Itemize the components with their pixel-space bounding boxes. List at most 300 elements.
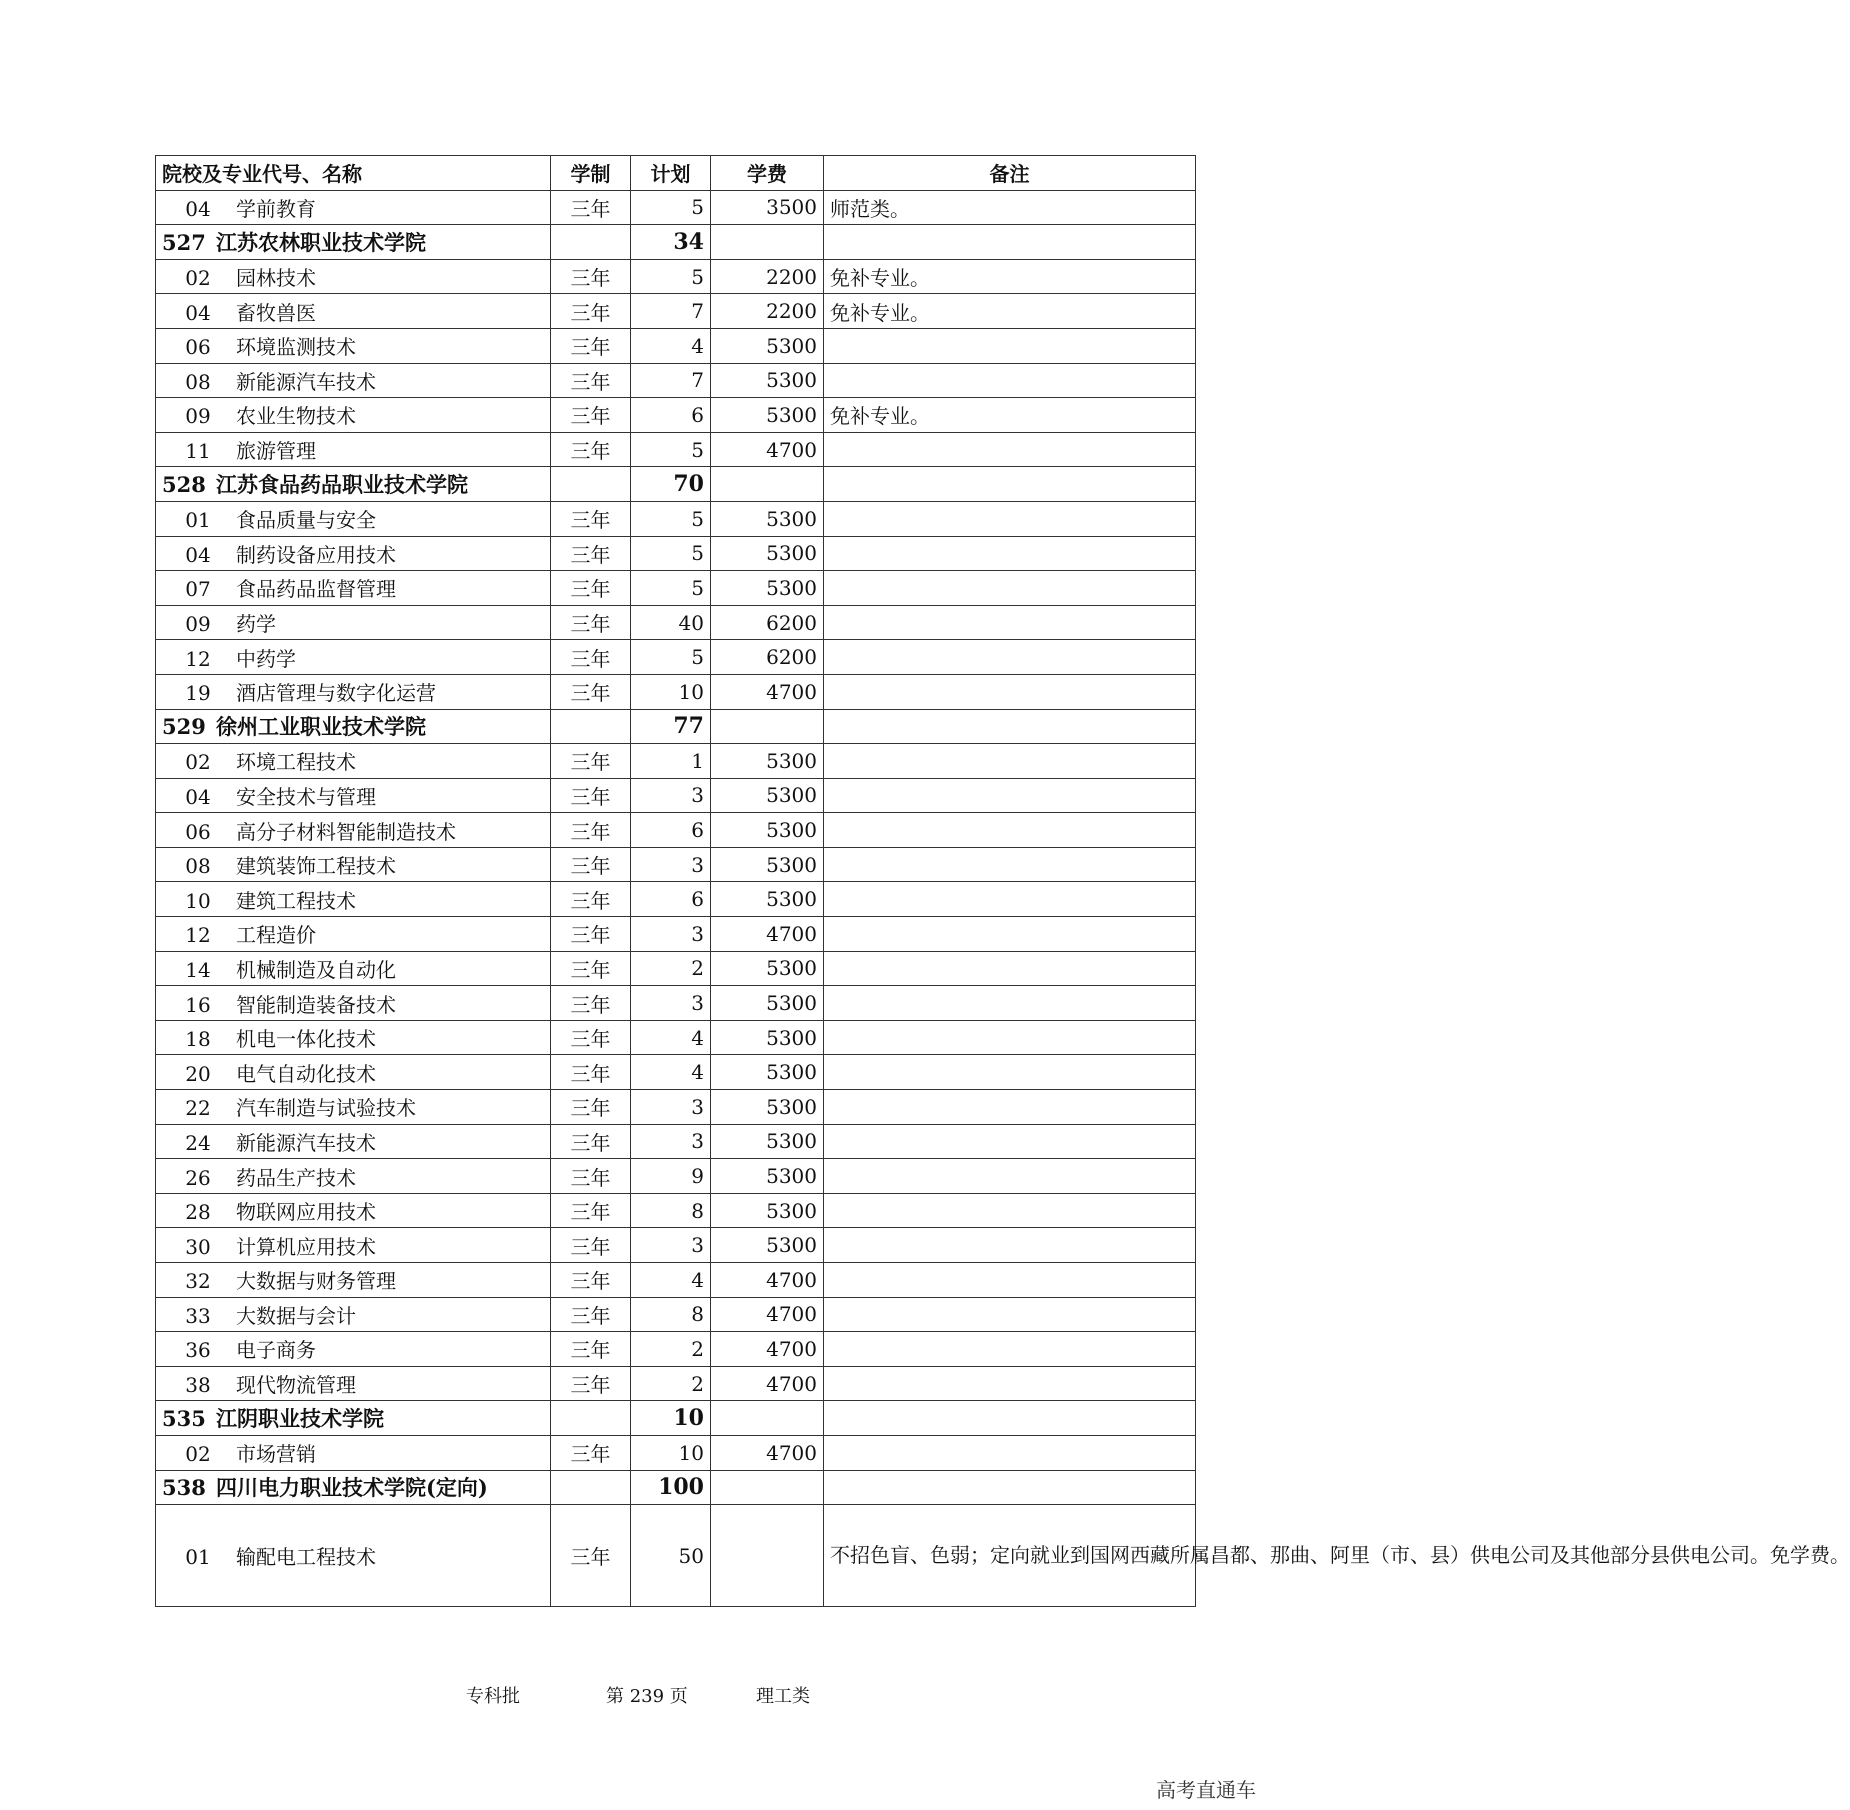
major-plan: 50 [631, 1505, 711, 1607]
major-fee: 5300 [711, 1090, 824, 1125]
major-name: 电子商务 [236, 1338, 316, 1363]
school-note-cell [824, 225, 1196, 260]
major-note [824, 1020, 1196, 1055]
major-note [824, 1366, 1196, 1401]
major-duration: 三年 [551, 1263, 631, 1298]
major-cell [156, 1505, 551, 1607]
table-header-row [156, 156, 1196, 191]
major-plan: 3 [631, 847, 711, 882]
major-fee: 4700 [711, 1263, 824, 1298]
major-cell [156, 398, 551, 433]
major-cell [156, 640, 551, 675]
major-note [824, 363, 1196, 398]
major-name: 园林技术 [236, 266, 316, 291]
major-row [156, 1435, 1196, 1470]
major-row [156, 1090, 1196, 1125]
major-plan: 2 [631, 1366, 711, 1401]
school-note-cell [824, 709, 1196, 744]
school-fee-cell [711, 467, 824, 502]
school-plan-total: 10 [631, 1401, 711, 1436]
major-code: 04 [185, 542, 211, 567]
major-code: 16 [185, 992, 211, 1017]
major-duration: 三年 [551, 917, 631, 952]
major-fee: 3500 [711, 190, 824, 225]
major-cell [156, 1366, 551, 1401]
major-row [156, 1505, 1196, 1607]
school-code: 538 [162, 1475, 206, 1501]
major-row [156, 571, 1196, 606]
major-note [824, 986, 1196, 1021]
major-plan: 3 [631, 1228, 711, 1263]
major-note [824, 1297, 1196, 1332]
major-row [156, 813, 1196, 848]
school-duration-cell [551, 1470, 631, 1505]
major-plan: 10 [631, 674, 711, 709]
school-duration-cell [551, 709, 631, 744]
major-row [156, 882, 1196, 917]
school-name: 江阴职业技术学院 [216, 1406, 384, 1432]
major-plan: 9 [631, 1159, 711, 1194]
major-cell [156, 190, 551, 225]
major-code: 06 [185, 819, 211, 844]
major-code: 24 [185, 1130, 211, 1155]
major-name: 现代物流管理 [236, 1373, 356, 1398]
major-row [156, 1193, 1196, 1228]
major-row [156, 432, 1196, 467]
major-plan: 5 [631, 536, 711, 571]
major-code: 22 [185, 1096, 211, 1121]
school-fee-cell [711, 1401, 824, 1436]
major-duration: 三年 [551, 1332, 631, 1367]
major-note [824, 1124, 1196, 1159]
major-name: 制药设备应用技术 [236, 542, 396, 567]
major-code: 07 [185, 577, 211, 602]
major-code: 04 [185, 196, 211, 221]
major-note [824, 1435, 1196, 1470]
major-fee: 2200 [711, 259, 824, 294]
major-name: 建筑工程技术 [236, 888, 356, 913]
major-name: 建筑装饰工程技术 [236, 854, 396, 879]
major-name: 安全技术与管理 [236, 784, 376, 809]
major-fee: 4700 [711, 917, 824, 952]
major-row [156, 605, 1196, 640]
major-code: 32 [185, 1269, 211, 1294]
major-name: 酒店管理与数字化运营 [236, 681, 436, 706]
school-cell [156, 225, 551, 260]
major-fee: 6200 [711, 640, 824, 675]
major-row [156, 674, 1196, 709]
major-note [824, 1332, 1196, 1367]
major-code: 18 [185, 1027, 211, 1052]
major-fee: 5300 [711, 778, 824, 813]
footer-batch: 专科批 [466, 1686, 520, 1707]
major-note [824, 328, 1196, 363]
major-name: 药品生产技术 [236, 1165, 356, 1190]
major-cell [156, 882, 551, 917]
major-note [824, 432, 1196, 467]
major-cell [156, 813, 551, 848]
major-cell [156, 571, 551, 606]
major-note [824, 1090, 1196, 1125]
major-plan: 3 [631, 1124, 711, 1159]
major-row [156, 1159, 1196, 1194]
major-duration: 三年 [551, 674, 631, 709]
major-code: 09 [185, 612, 211, 637]
major-name: 药学 [236, 612, 276, 637]
major-plan: 5 [631, 571, 711, 606]
major-plan: 8 [631, 1193, 711, 1228]
major-duration: 三年 [551, 813, 631, 848]
major-cell [156, 328, 551, 363]
major-duration: 三年 [551, 640, 631, 675]
major-fee: 5300 [711, 813, 824, 848]
major-note: 师范类。 [824, 190, 1196, 225]
major-name: 机电一体化技术 [236, 1027, 376, 1052]
school-note-cell [824, 1470, 1196, 1505]
major-duration: 三年 [551, 1159, 631, 1194]
major-plan: 3 [631, 917, 711, 952]
major-note [824, 536, 1196, 571]
major-name: 大数据与财务管理 [236, 1269, 396, 1294]
major-code: 02 [185, 1442, 211, 1467]
major-plan: 3 [631, 1090, 711, 1125]
major-note [824, 571, 1196, 606]
major-cell [156, 847, 551, 882]
major-name: 环境工程技术 [236, 750, 356, 775]
major-code: 28 [185, 1200, 211, 1225]
major-code: 20 [185, 1061, 211, 1086]
major-duration: 三年 [551, 328, 631, 363]
major-fee: 5300 [711, 1193, 824, 1228]
footer-page-number: 第 239 页 [606, 1686, 688, 1707]
major-duration: 三年 [551, 259, 631, 294]
major-name: 环境监测技术 [236, 335, 356, 360]
school-row [156, 467, 1196, 502]
major-duration: 三年 [551, 951, 631, 986]
major-duration: 三年 [551, 1193, 631, 1228]
school-cell [156, 467, 551, 502]
major-duration: 三年 [551, 1297, 631, 1332]
major-name: 旅游管理 [236, 439, 316, 464]
major-duration: 三年 [551, 847, 631, 882]
major-name: 电气自动化技术 [236, 1061, 376, 1086]
major-code: 38 [185, 1373, 211, 1398]
header-note: 备注 [824, 156, 1196, 191]
major-code: 12 [185, 646, 211, 671]
major-note: 免补专业。 [824, 398, 1196, 433]
major-note [824, 1193, 1196, 1228]
header-plan: 计划 [631, 156, 711, 191]
major-cell [156, 744, 551, 779]
major-code: 06 [185, 335, 211, 360]
major-code: 08 [185, 854, 211, 879]
major-cell [156, 951, 551, 986]
major-fee: 5300 [711, 1124, 824, 1159]
major-fee: 4700 [711, 432, 824, 467]
major-note [824, 640, 1196, 675]
major-row [156, 1124, 1196, 1159]
major-code: 14 [185, 957, 211, 982]
major-name: 智能制造装备技术 [236, 992, 396, 1017]
major-cell [156, 432, 551, 467]
major-fee: 5300 [711, 328, 824, 363]
major-cell [156, 917, 551, 952]
major-duration: 三年 [551, 1020, 631, 1055]
major-plan: 5 [631, 432, 711, 467]
major-plan: 40 [631, 605, 711, 640]
major-duration: 三年 [551, 1090, 631, 1125]
major-duration: 三年 [551, 744, 631, 779]
major-row [156, 1263, 1196, 1298]
school-fee-cell [711, 1470, 824, 1505]
school-row [156, 1470, 1196, 1505]
major-code: 11 [185, 439, 211, 464]
major-plan: 6 [631, 398, 711, 433]
major-fee: 5300 [711, 536, 824, 571]
major-code: 19 [185, 681, 211, 706]
major-note [824, 1159, 1196, 1194]
major-plan: 6 [631, 882, 711, 917]
major-duration: 三年 [551, 501, 631, 536]
school-row [156, 225, 1196, 260]
major-cell [156, 1193, 551, 1228]
major-cell [156, 536, 551, 571]
school-name: 徐州工业职业技术学院 [216, 714, 426, 740]
major-note [824, 744, 1196, 779]
major-plan: 7 [631, 363, 711, 398]
school-plan-total: 100 [631, 1470, 711, 1505]
major-code: 08 [185, 369, 211, 394]
header-name: 院校及专业代号、名称 [156, 156, 551, 191]
major-fee: 4700 [711, 1366, 824, 1401]
major-duration: 三年 [551, 1366, 631, 1401]
major-fee: 4700 [711, 1435, 824, 1470]
major-code: 10 [185, 888, 211, 913]
major-plan: 6 [631, 813, 711, 848]
major-row [156, 294, 1196, 329]
major-code: 01 [185, 508, 211, 533]
major-row [156, 1297, 1196, 1332]
major-duration: 三年 [551, 1435, 631, 1470]
major-fee: 6200 [711, 605, 824, 640]
header-fee: 学费 [711, 156, 824, 191]
major-duration: 三年 [551, 1055, 631, 1090]
major-name: 农业生物技术 [236, 404, 356, 429]
major-name: 机械制造及自动化 [236, 957, 396, 982]
major-note [824, 1263, 1196, 1298]
major-plan: 4 [631, 1020, 711, 1055]
major-code: 02 [185, 750, 211, 775]
school-plan-total: 34 [631, 225, 711, 260]
major-cell [156, 1228, 551, 1263]
major-cell [156, 294, 551, 329]
major-duration: 三年 [551, 363, 631, 398]
school-duration-cell [551, 467, 631, 502]
major-plan: 5 [631, 190, 711, 225]
major-plan: 3 [631, 986, 711, 1021]
major-note: 免补专业。 [824, 259, 1196, 294]
major-plan: 3 [631, 778, 711, 813]
major-code: 12 [185, 923, 211, 948]
school-note-cell [824, 1401, 1196, 1436]
school-code: 527 [162, 229, 206, 255]
major-row [156, 328, 1196, 363]
major-cell [156, 1090, 551, 1125]
major-plan: 5 [631, 640, 711, 675]
major-plan: 4 [631, 1263, 711, 1298]
major-fee: 4700 [711, 674, 824, 709]
major-name: 大数据与会计 [236, 1303, 356, 1328]
major-note: 不招色盲、色弱；定向就业到国网西藏所属昌都、那曲、阿里（市、县）供电公司及其他部分县供电公司。免学费。 [824, 1505, 1196, 1607]
major-code: 02 [185, 266, 211, 291]
major-row [156, 1332, 1196, 1367]
school-row [156, 1401, 1196, 1436]
major-row [156, 398, 1196, 433]
major-duration: 三年 [551, 986, 631, 1021]
major-note [824, 1228, 1196, 1263]
major-note [824, 778, 1196, 813]
major-plan: 2 [631, 951, 711, 986]
major-duration: 三年 [551, 882, 631, 917]
major-row [156, 951, 1196, 986]
major-fee: 4700 [711, 1297, 824, 1332]
school-code: 529 [162, 714, 206, 740]
major-fee [711, 1505, 824, 1607]
major-cell [156, 1263, 551, 1298]
major-row [156, 501, 1196, 536]
school-name: 江苏食品药品职业技术学院 [216, 472, 468, 498]
major-name: 学前教育 [236, 196, 316, 221]
major-plan: 10 [631, 1435, 711, 1470]
school-cell [156, 1401, 551, 1436]
major-fee: 5300 [711, 501, 824, 536]
major-row [156, 190, 1196, 225]
major-name: 市场营销 [236, 1442, 316, 1467]
major-plan: 8 [631, 1297, 711, 1332]
major-row [156, 1228, 1196, 1263]
school-code: 535 [162, 1406, 206, 1432]
major-row [156, 744, 1196, 779]
major-fee: 5300 [711, 1055, 824, 1090]
major-cell [156, 986, 551, 1021]
major-duration: 三年 [551, 536, 631, 571]
major-cell [156, 1332, 551, 1367]
major-code: 01 [185, 1545, 211, 1570]
major-fee: 5300 [711, 1228, 824, 1263]
major-note [824, 882, 1196, 917]
major-note: 免补专业。 [824, 294, 1196, 329]
major-plan: 1 [631, 744, 711, 779]
major-note [824, 847, 1196, 882]
major-name: 输配电工程技术 [236, 1545, 376, 1570]
major-code: 33 [185, 1303, 211, 1328]
major-name: 食品药品监督管理 [236, 577, 396, 602]
major-plan: 4 [631, 328, 711, 363]
major-cell [156, 1297, 551, 1332]
major-cell [156, 1435, 551, 1470]
school-name: 江苏农林职业技术学院 [216, 229, 426, 255]
major-cell [156, 674, 551, 709]
major-code: 36 [185, 1338, 211, 1363]
major-name: 中药学 [236, 646, 296, 671]
major-name: 高分子材料智能制造技术 [236, 819, 456, 844]
major-duration: 三年 [551, 398, 631, 433]
major-row [156, 1366, 1196, 1401]
header-duration: 学制 [551, 156, 631, 191]
school-plan-total: 70 [631, 467, 711, 502]
major-plan: 5 [631, 501, 711, 536]
major-plan: 7 [631, 294, 711, 329]
major-fee: 5300 [711, 363, 824, 398]
major-row [156, 363, 1196, 398]
school-note-cell [824, 467, 1196, 502]
major-fee: 5300 [711, 882, 824, 917]
school-cell [156, 1470, 551, 1505]
major-name: 汽车制造与试验技术 [236, 1096, 416, 1121]
major-name: 新能源汽车技术 [236, 1130, 376, 1155]
major-note [824, 813, 1196, 848]
major-plan: 5 [631, 259, 711, 294]
major-duration: 三年 [551, 1124, 631, 1159]
major-row [156, 640, 1196, 675]
major-note [824, 501, 1196, 536]
major-row [156, 1020, 1196, 1055]
major-cell [156, 363, 551, 398]
major-fee: 5300 [711, 1159, 824, 1194]
school-name: 四川电力职业技术学院(定向) [216, 1475, 488, 1501]
major-name: 食品质量与安全 [236, 508, 376, 533]
major-name: 计算机应用技术 [236, 1234, 376, 1259]
major-fee: 5300 [711, 571, 824, 606]
major-code: 26 [185, 1165, 211, 1190]
major-duration: 三年 [551, 605, 631, 640]
major-note [824, 917, 1196, 952]
major-code: 09 [185, 404, 211, 429]
school-duration-cell [551, 225, 631, 260]
major-plan: 4 [631, 1055, 711, 1090]
major-note [824, 674, 1196, 709]
school-duration-cell [551, 1401, 631, 1436]
major-fee: 5300 [711, 847, 824, 882]
major-fee: 5300 [711, 951, 824, 986]
major-duration: 三年 [551, 190, 631, 225]
major-cell [156, 605, 551, 640]
major-plan: 2 [631, 1332, 711, 1367]
school-plan-total: 77 [631, 709, 711, 744]
major-cell [156, 1124, 551, 1159]
admission-plan-table [155, 155, 1850, 1607]
footer-category: 理工类 [756, 1686, 810, 1707]
major-cell [156, 1055, 551, 1090]
major-code: 30 [185, 1234, 211, 1259]
major-row [156, 847, 1196, 882]
major-cell [156, 1020, 551, 1055]
major-cell [156, 259, 551, 294]
major-row [156, 536, 1196, 571]
major-name: 畜牧兽医 [236, 300, 316, 325]
major-row [156, 986, 1196, 1021]
major-code: 04 [185, 784, 211, 809]
major-note [824, 951, 1196, 986]
major-cell [156, 1159, 551, 1194]
major-fee: 5300 [711, 398, 824, 433]
school-code: 528 [162, 472, 206, 498]
major-name: 物联网应用技术 [236, 1200, 376, 1225]
school-fee-cell [711, 225, 824, 260]
major-note [824, 1055, 1196, 1090]
major-code: 04 [185, 300, 211, 325]
school-cell [156, 709, 551, 744]
